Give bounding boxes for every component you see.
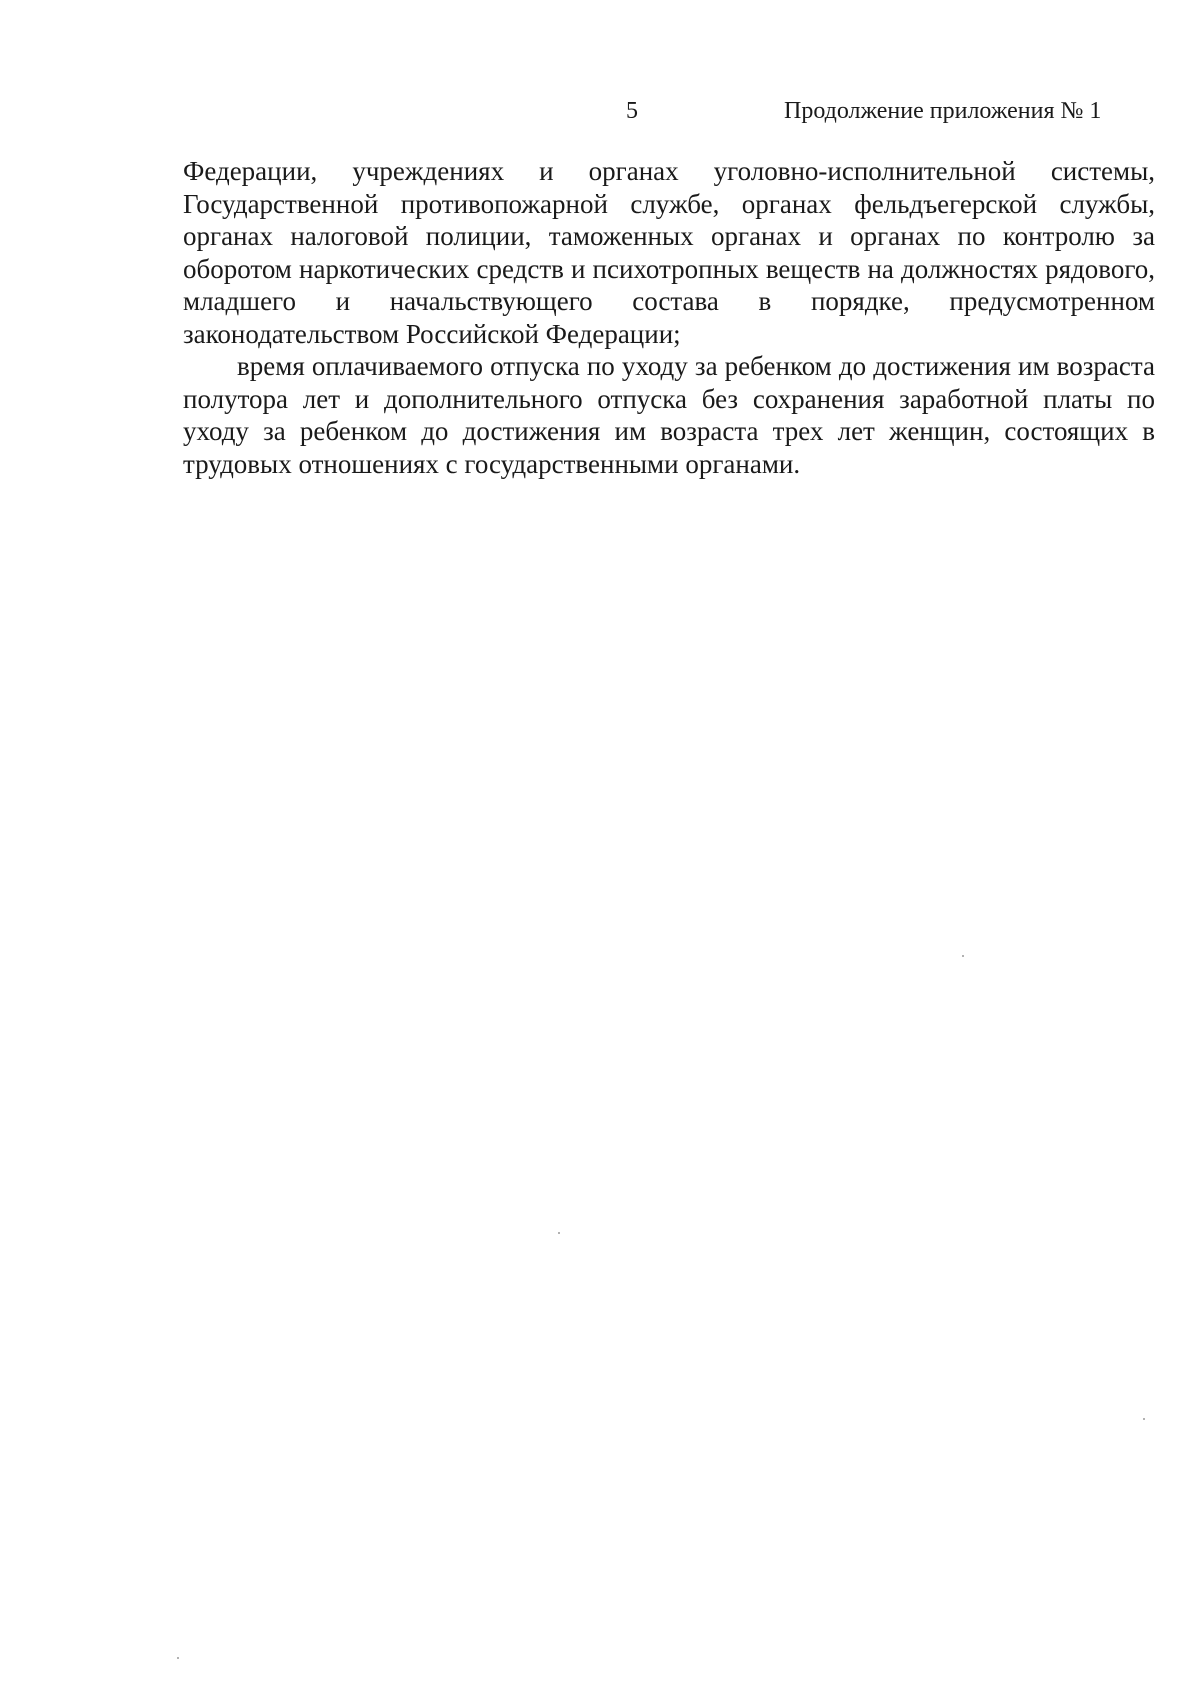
scan-speck (962, 955, 964, 957)
scan-speck (1143, 1418, 1145, 1420)
paragraph: время оплачиваемого отпуска по уходу за ребенком до достижения им возраста полутора лет и дополнительного отпуска без сохранения заработной платы по уходу за ребенком до достижения им возраста трех лет женщин, состоящих в трудовых отношениях с государственными органами. (183, 351, 1155, 479)
page-number: 5 (626, 98, 638, 124)
document-body (183, 155, 1155, 480)
appendix-continuation-label: Продолжение приложения № 1 (784, 98, 1102, 124)
paragraph: Федерации, учреждениях и органах уголовно-исполнительной системы, Государственной противопожарной службе, органах фельдъегерской службы, органах налоговой полиции, таможенных органах и органах по контролю за оборотом наркотических средств и психотропных веществ на должностях рядового, младшего и начальствующего состава в порядке, предусмотренном законодательством Российской Федерации; (183, 156, 1155, 349)
scan-speck (558, 1232, 560, 1234)
scan-speck (177, 1657, 179, 1659)
